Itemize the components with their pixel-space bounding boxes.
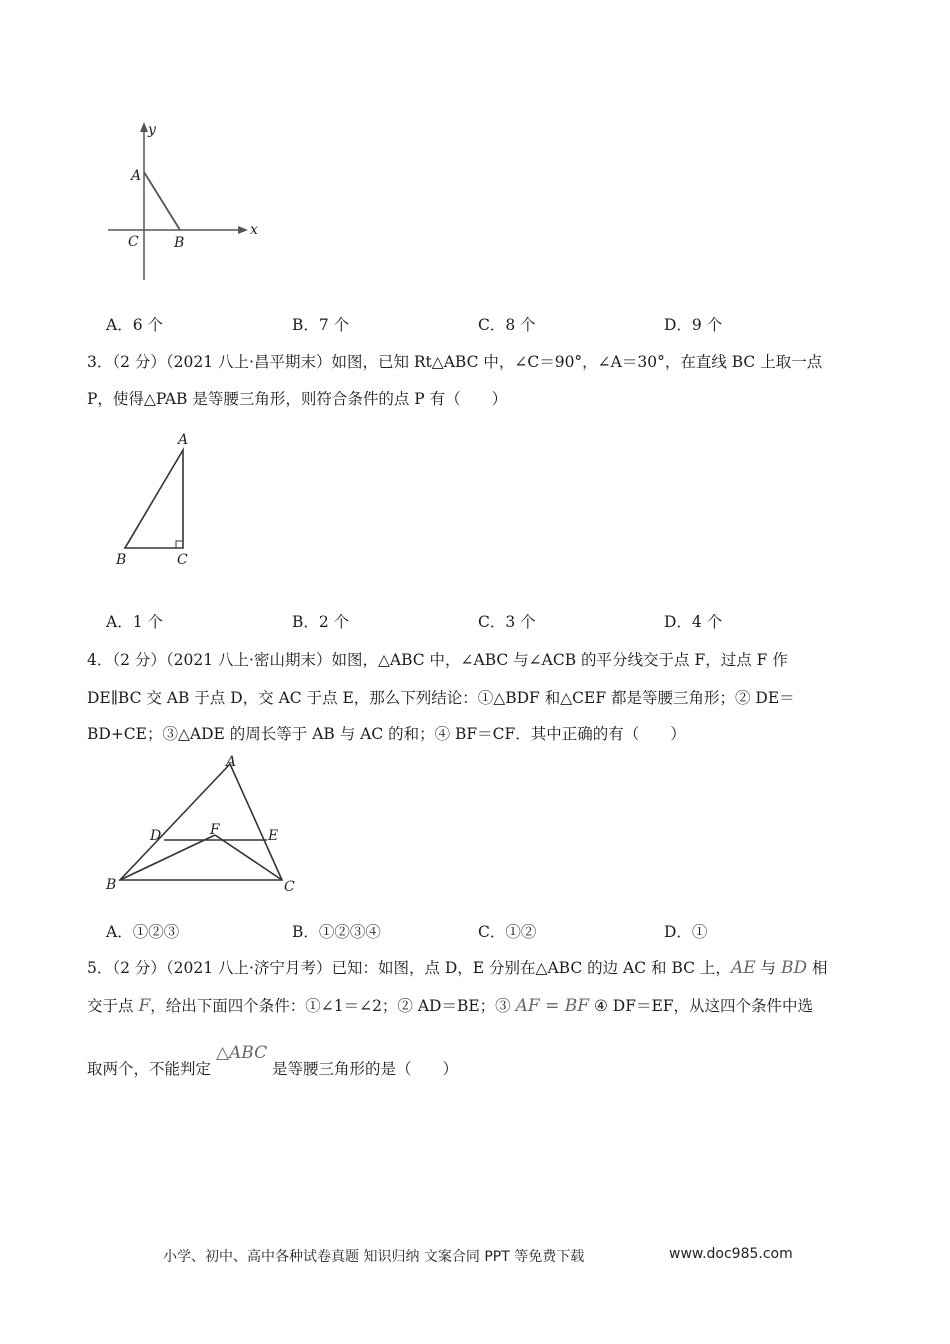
label-c: C [177, 552, 188, 568]
label-c: C [128, 234, 139, 250]
q3-option-b: B．2 个 [292, 613, 350, 631]
q3-figure [110, 428, 220, 573]
q5-math-af-bf: AF = BF [515, 996, 590, 1016]
q4-option-b: B．①②③④ [292, 923, 381, 941]
q5-math-f: F [138, 996, 151, 1016]
q4-option-a: A．①②③ [106, 923, 180, 941]
triangle-abc [125, 450, 183, 548]
q5-line-3-a: 取两个，不能判定 [87, 1060, 216, 1078]
label-b: B [116, 552, 127, 568]
q5-line-1 [87, 958, 828, 978]
segment-bf [120, 835, 215, 880]
y-axis-arrow [140, 122, 148, 132]
q5-math-ae: AE [730, 958, 756, 978]
q2-option-b: B．7 个 [292, 316, 350, 334]
q3-line-2: P，使得△PAB 是等腰三角形，则符合条件的点 P 有（ ） [87, 390, 508, 408]
triangle-abc [120, 764, 282, 880]
q4-option-c: C．①② [478, 923, 537, 941]
label-a: A [178, 432, 189, 448]
q5-line-3 [87, 1043, 459, 1079]
q2-option-c: C．8 个 [478, 316, 536, 334]
footer-text: 小学、初中、高中各种试卷真题 知识归纳 文案合同 PPT 等免费下载 [163, 1249, 585, 1265]
q5-math-bd: BD [780, 958, 808, 978]
q5-line-2-c: ④ DF＝EF，从这四个条件中选 [589, 997, 814, 1015]
q3-line-1: 3．（2 分）（2021 八上·昌平期末）如图，已知 Rt△ABC 中，∠C＝90°，∠A＝30°，在直线 BC 上取一点 [87, 353, 823, 371]
label-e: E [268, 828, 279, 844]
label-a: A [131, 168, 142, 184]
q4-line-3: BD+CE；③△ADE 的周长等于 AB 与 AC 的和；④ BF＝CF．其中正确的有（ ） [87, 725, 686, 743]
q2-figure [100, 118, 270, 288]
q5-line-1-text: 5．（2 分）（2021 八上·济宁月考）已知：如图，点 D，E 分别在△ABC 的边 AC 和 BC 上， [87, 959, 731, 977]
q4-line-1: 4．（2 分）（2021 八上·密山期末）如图，△ABC 中，∠ABC 与∠ACB 的平分线交于点 F，过点 F 作 [87, 651, 788, 669]
q5-line-3-b: 是等腰三角形的是（ ） [267, 1060, 459, 1078]
footer-url[interactable]: www.doc985.com [669, 1246, 793, 1262]
label-a: A [226, 754, 237, 770]
label-f: F [210, 822, 220, 838]
q4-option-d: D．① [664, 923, 708, 941]
label-x: x [250, 222, 258, 238]
right-angle-mark [176, 541, 183, 548]
q5-line-2 [87, 996, 813, 1016]
label-b: B [174, 235, 185, 251]
q4-figure [100, 752, 310, 897]
q2-option-d: D．9 个 [664, 316, 723, 334]
q4-line-2: DE∥BC 交 AB 于点 D，交 AC 于点 E，那么下列结论：①△BDF 和△CEF 都是等腰三角形；② DE＝ [87, 689, 795, 707]
q5-line-1-end: 相 [807, 959, 828, 977]
label-c: C [284, 879, 295, 895]
x-axis-arrow [238, 226, 248, 234]
q2-option-a: A．6 个 [106, 316, 163, 334]
q5-line-2-b: ，给出下面四个条件：①∠1＝∠2；② AD＝BE；③ [150, 997, 516, 1015]
segment-ab [144, 172, 180, 230]
q3-option-c: C．3 个 [478, 613, 536, 631]
label-b: B [106, 877, 117, 893]
q3-option-a: A．1 个 [106, 613, 163, 631]
q5-math-triangle-abc: △ABC [215, 1043, 268, 1063]
q5-line-1-mid: 与 [755, 959, 781, 977]
label-y: y [148, 122, 156, 138]
q5-line-2-a: 交于点 [87, 997, 139, 1015]
label-d: D [150, 828, 162, 844]
q3-option-d: D．4 个 [664, 613, 723, 631]
